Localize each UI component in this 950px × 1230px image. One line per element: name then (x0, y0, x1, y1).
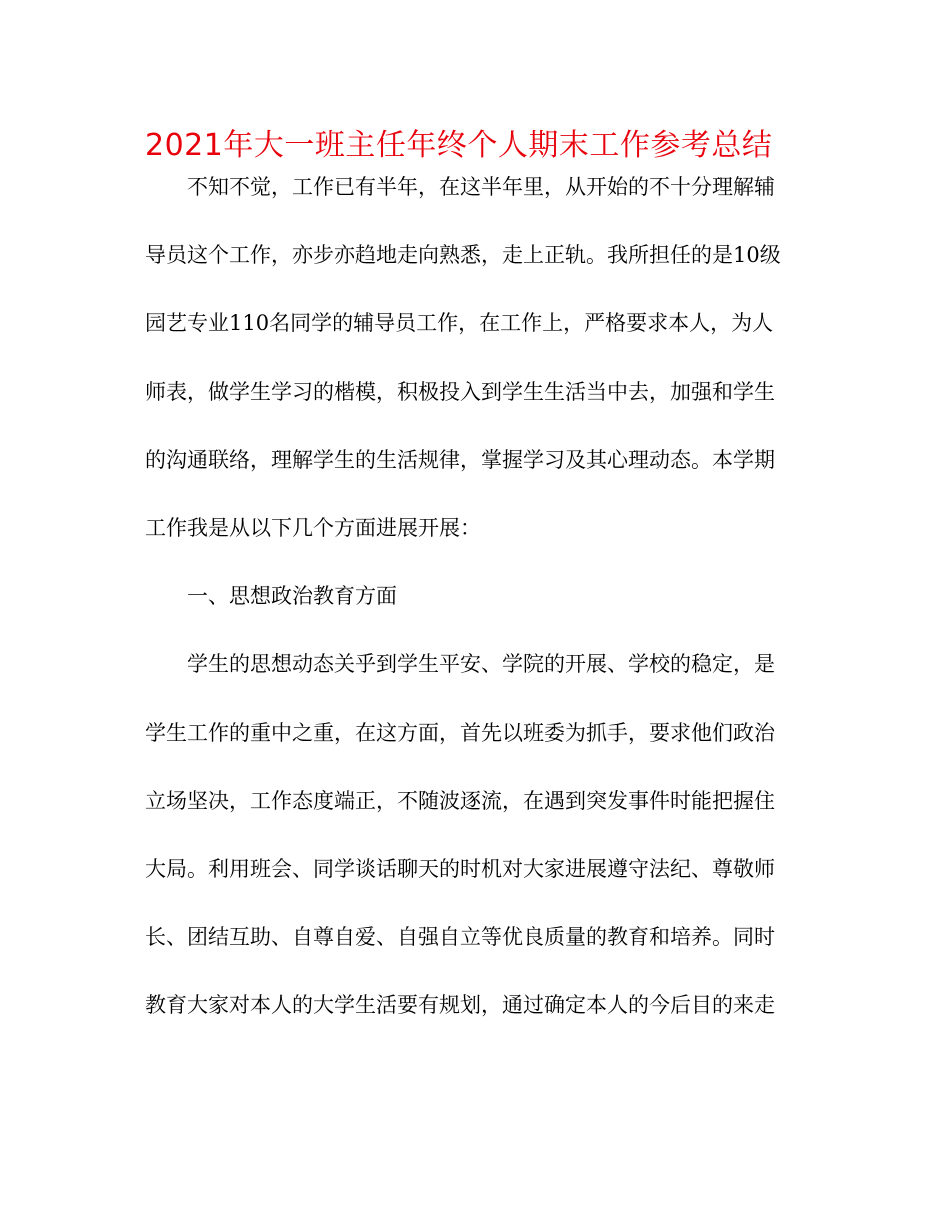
text-line: 立场坚决，工作态度端正，不随波逐流，在遇到突发事件时能把握住 (145, 788, 775, 813)
text-line: 教育大家对本人的大学生活要有规划，通过确定本人的今后目的来走 (145, 993, 775, 1018)
text-line: 学生工作的重中之重，在这方面，首先以班委为抓手，要求他们政治 (145, 720, 775, 745)
text-line: 的沟通联络，理解学生的生活规律，掌握学习及其心理动态。本学期 (145, 447, 775, 472)
paragraph-intro (145, 170, 800, 546)
text-line: 园艺专业110名同学的辅导员工作，在工作上，严格要求本人，为人 (145, 311, 774, 336)
text-line: 长、团结互助、自尊自爱、自强自立等优良质量的教育和培养。同时 (145, 925, 775, 950)
document-title: 2021年大一班主任年终个人期末工作参考总结 (145, 128, 773, 163)
text-line: 工作我是从以下几个方面进展开展： (145, 515, 481, 540)
text-line: 不知不觉，工作已有半年，在这半年里，从开始的不十分理解辅 (187, 175, 775, 199)
text-line: 学生的思想动态关乎到学生平安、学院的开展、学校的稳定，是 (187, 652, 775, 677)
document-body (145, 170, 800, 1056)
paragraph-ideology (145, 647, 800, 1023)
section-heading (145, 579, 800, 614)
text-line: 师表，做学生学习的楷模，积极投入到学生生活当中去，加强和学生 (145, 379, 775, 404)
section-heading-text: 一、思想政治教育方面 (187, 584, 397, 609)
text-line: 导员这个工作，亦步亦趋地走向熟悉，走上正轨。我所担任的是10级 (145, 243, 781, 268)
text-line: 大局。利用班会、同学谈话聊天的时机对大家进展遵守法纪、尊敬师 (145, 856, 775, 881)
